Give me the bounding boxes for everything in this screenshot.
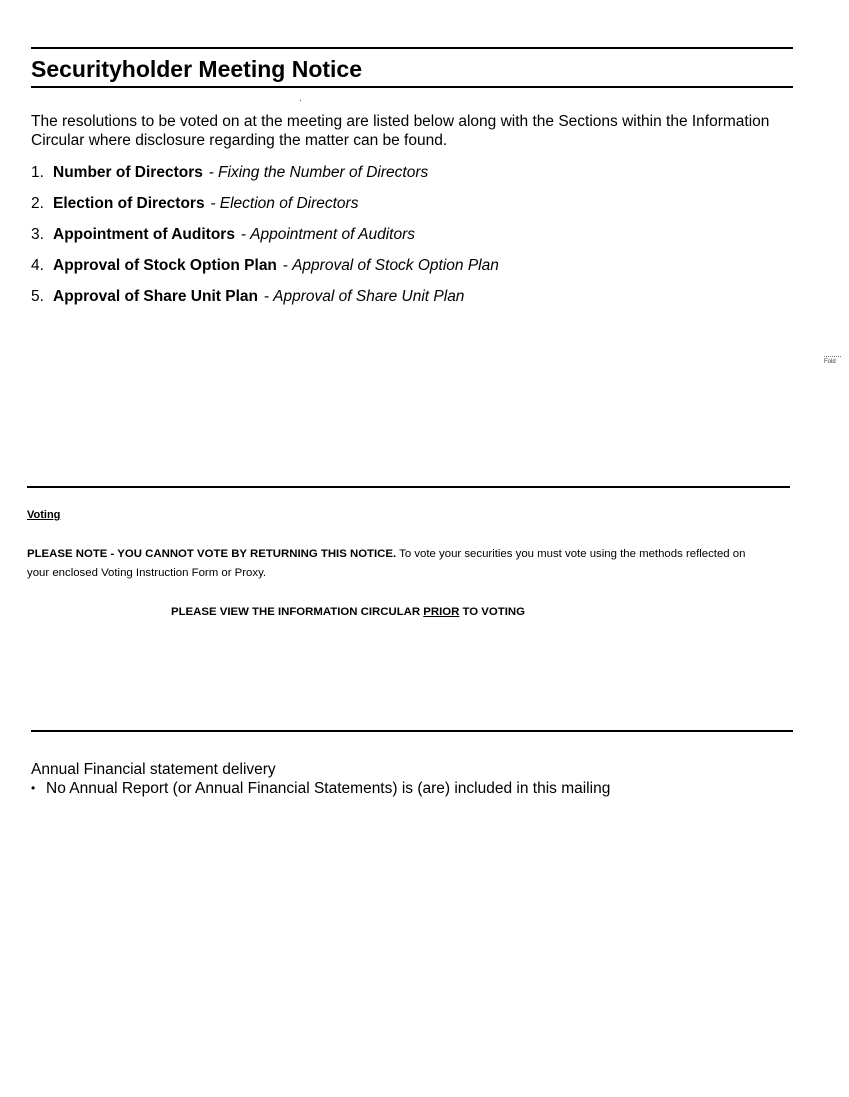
resolution-number: 1. (31, 164, 44, 181)
resolution-name: Election of Directors (53, 195, 205, 212)
list-item (31, 225, 499, 256)
voting-note (27, 545, 767, 583)
resolution-section: Approval of Share Unit Plan (273, 288, 465, 305)
resolution-name: Approval of Share Unit Plan (53, 288, 258, 305)
prior-text-underlined: PRIOR (423, 606, 460, 618)
voting-note-rest: To vote your securities you must vote using the methods reflected on your enclosed Voting Instruction Form or Proxy. (27, 548, 746, 579)
resolution-separator: - (210, 195, 216, 212)
resolution-separator: - (240, 226, 247, 243)
top-rule (31, 47, 793, 49)
intro-paragraph: The resolutions to be voted on at the meeting are listed below along with the Sections within the Information Circular where disclosure regarding the matter can be found. (31, 113, 770, 149)
voting-heading: Voting (27, 509, 61, 521)
resolution-name: Number of Directors (53, 164, 203, 181)
resolution-section: Appointment of Auditors (250, 226, 415, 243)
resolution-number: 5. (31, 288, 44, 305)
resolution-section: Election of Directors (219, 195, 359, 212)
fold-line (824, 356, 841, 357)
fold-mark (824, 356, 842, 366)
page-title: Securityholder Meeting Notice (31, 56, 363, 82)
resolution-section: Approval of Stock Option Plan (292, 257, 499, 274)
title-underline-rule (31, 86, 793, 88)
resolution-number: 2. (31, 195, 44, 212)
voting-prior-notice (171, 605, 525, 619)
resolution-separator: - (208, 164, 215, 181)
annual-section-rule (31, 730, 793, 732)
voting-note-bold: PLEASE NOTE - YOU CANNOT VOTE BY RETURNING THIS NOTICE. (27, 548, 397, 560)
voting-section-rule (27, 486, 790, 488)
resolutions-list (31, 163, 499, 318)
list-item (31, 163, 499, 194)
resolution-name: Appointment of Auditors (53, 226, 235, 243)
annual-heading: Annual Financial statement delivery (31, 761, 276, 778)
resolution-name: Approval of Stock Option Plan (53, 257, 277, 274)
stray-dot (300, 100, 301, 101)
resolution-number: 4. (31, 257, 44, 274)
annual-item-text: No Annual Report (or Annual Financial Statements) is (are) included in this mailing (46, 780, 611, 797)
resolution-section: Fixing the Number of Directors (218, 164, 429, 181)
list-item (31, 287, 499, 318)
resolution-separator: - (282, 257, 289, 274)
list-item (31, 194, 499, 225)
prior-text-before: PLEASE VIEW THE INFORMATION CIRCULAR (171, 606, 424, 618)
resolution-separator: - (263, 288, 270, 305)
fold-label: Fold (824, 359, 836, 365)
annual-list-item (31, 779, 610, 798)
prior-text-after: TO VOTING (459, 606, 525, 618)
resolution-number: 3. (31, 226, 44, 243)
list-item (31, 256, 499, 287)
bullet-icon: • (31, 781, 36, 795)
